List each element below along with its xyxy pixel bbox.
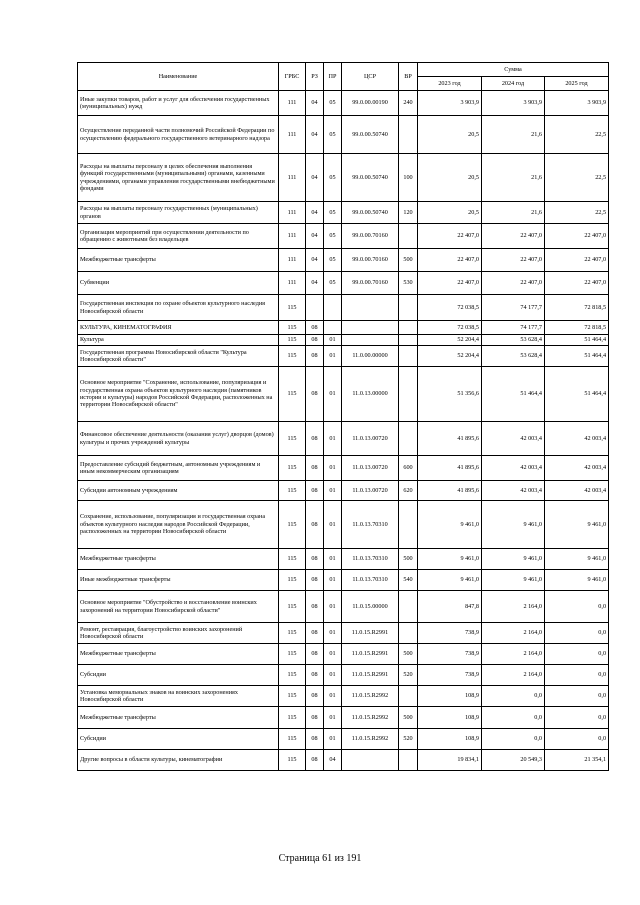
cell-2024: 22 407,0 <box>482 249 545 272</box>
cell-vr <box>399 750 418 771</box>
cell-2024: 42 003,4 <box>482 422 545 456</box>
table-row <box>78 154 609 202</box>
cell-rz: 04 <box>306 154 324 202</box>
cell-csr: 99.0.00.50740 <box>342 202 399 224</box>
table-body <box>78 91 609 771</box>
cell-2024: 3 903,9 <box>482 91 545 116</box>
cell-pr: 01 <box>324 367 342 422</box>
cell-grbs: 111 <box>279 272 306 295</box>
cell-grbs: 115 <box>279 750 306 771</box>
table-row <box>78 729 609 750</box>
cell-2023: 20,5 <box>418 116 482 154</box>
cell-vr: 240 <box>399 91 418 116</box>
table-row <box>78 367 609 422</box>
cell-name: Расходы на выплаты персоналу в целях обеспечения выполнения функций государственными (муниципальными) органами, казенными учреждениями, органами управления государственными внебюджетными фондами <box>78 154 279 202</box>
cell-grbs: 115 <box>279 729 306 750</box>
table-row <box>78 750 609 771</box>
cell-grbs: 115 <box>279 591 306 623</box>
cell-2025: 72 818,5 <box>545 295 609 321</box>
cell-2023: 22 407,0 <box>418 249 482 272</box>
cell-rz: 08 <box>306 346 324 367</box>
cell-name: Государственная программа Новосибирской области "Культура Новосибирской области" <box>78 346 279 367</box>
cell-name: Государственная инспекция по охране объектов культурного наследия Новосибирской области <box>78 295 279 321</box>
cell-csr: 99.0.00.70160 <box>342 272 399 295</box>
table-row <box>78 481 609 501</box>
cell-name: Предоставление субсидий бюджетным, автономным учреждениям и иным некоммерческим организациям <box>78 456 279 481</box>
cell-csr: 99.0.00.00190 <box>342 91 399 116</box>
cell-pr: 01 <box>324 346 342 367</box>
cell-rz: 08 <box>306 623 324 644</box>
cell-2024: 21,6 <box>482 202 545 224</box>
cell-csr <box>342 750 399 771</box>
cell-vr <box>399 367 418 422</box>
table-row <box>78 456 609 481</box>
cell-rz: 08 <box>306 750 324 771</box>
cell-csr: 11.0.13.70310 <box>342 570 399 591</box>
cell-rz: 08 <box>306 481 324 501</box>
cell-2024: 0,0 <box>482 729 545 750</box>
table-row <box>78 91 609 116</box>
cell-2024: 0,0 <box>482 686 545 707</box>
cell-grbs: 115 <box>279 570 306 591</box>
cell-2024: 9 461,0 <box>482 570 545 591</box>
table-row <box>78 272 609 295</box>
header-csr: ЦСР <box>342 63 399 91</box>
cell-pr: 01 <box>324 335 342 346</box>
cell-vr: 100 <box>399 154 418 202</box>
cell-grbs: 111 <box>279 202 306 224</box>
cell-csr: 11.0.00.00000 <box>342 346 399 367</box>
cell-grbs: 115 <box>279 335 306 346</box>
cell-name: Расходы на выплаты персоналу государственных (муниципальных) органов <box>78 202 279 224</box>
cell-csr: 11.0.15.00000 <box>342 591 399 623</box>
cell-2024: 53 628,4 <box>482 335 545 346</box>
cell-2023: 738,9 <box>418 623 482 644</box>
cell-rz: 08 <box>306 707 324 729</box>
cell-name: Межбюджетные трансферты <box>78 249 279 272</box>
cell-grbs: 115 <box>279 665 306 686</box>
cell-grbs: 115 <box>279 367 306 422</box>
cell-vr: 500 <box>399 549 418 570</box>
cell-csr: 99.0.00.50740 <box>342 116 399 154</box>
header-grbs: ГРБС <box>279 63 306 91</box>
cell-2025: 22,5 <box>545 202 609 224</box>
cell-rz: 08 <box>306 570 324 591</box>
cell-2025: 42 003,4 <box>545 456 609 481</box>
cell-grbs: 111 <box>279 91 306 116</box>
cell-2023: 847,8 <box>418 591 482 623</box>
cell-2023: 41 895,6 <box>418 456 482 481</box>
cell-2023: 3 903,9 <box>418 91 482 116</box>
cell-vr <box>399 686 418 707</box>
cell-grbs: 115 <box>279 644 306 665</box>
cell-grbs: 115 <box>279 481 306 501</box>
cell-vr <box>399 422 418 456</box>
cell-2025: 9 461,0 <box>545 501 609 549</box>
cell-csr: 11.0.15.R2992 <box>342 686 399 707</box>
cell-csr: 99.0.00.70160 <box>342 249 399 272</box>
cell-pr <box>324 321 342 335</box>
cell-name: Межбюджетные трансферты <box>78 549 279 570</box>
cell-2024: 74 177,7 <box>482 321 545 335</box>
cell-pr: 01 <box>324 591 342 623</box>
cell-2024: 9 461,0 <box>482 549 545 570</box>
cell-rz: 04 <box>306 272 324 295</box>
cell-pr: 05 <box>324 272 342 295</box>
cell-csr: 11.0.13.00720 <box>342 422 399 456</box>
cell-2023: 9 461,0 <box>418 570 482 591</box>
cell-vr: 120 <box>399 202 418 224</box>
cell-name: Осуществление переданной части полномочий Российской Федерации по осуществлению федерального государственного ветеринарного надзора <box>78 116 279 154</box>
cell-pr: 01 <box>324 481 342 501</box>
table-row <box>78 570 609 591</box>
cell-pr: 01 <box>324 729 342 750</box>
table-row <box>78 665 609 686</box>
cell-vr: 500 <box>399 644 418 665</box>
cell-grbs: 115 <box>279 707 306 729</box>
cell-2025: 22 407,0 <box>545 249 609 272</box>
cell-2023: 41 895,6 <box>418 422 482 456</box>
table-row <box>78 249 609 272</box>
cell-grbs: 115 <box>279 686 306 707</box>
cell-2025: 42 003,4 <box>545 481 609 501</box>
header-year-2025: 2025 год <box>545 77 609 91</box>
cell-2024: 0,0 <box>482 707 545 729</box>
cell-pr: 05 <box>324 202 342 224</box>
cell-2025: 0,0 <box>545 729 609 750</box>
cell-vr: 500 <box>399 707 418 729</box>
header-vr: ВР <box>399 63 418 91</box>
cell-vr <box>399 295 418 321</box>
cell-2025: 22 407,0 <box>545 272 609 295</box>
cell-2025: 22 407,0 <box>545 224 609 249</box>
cell-rz: 08 <box>306 549 324 570</box>
page-number: Страница 61 из 191 <box>278 853 362 864</box>
cell-rz <box>306 295 324 321</box>
cell-2024: 74 177,7 <box>482 295 545 321</box>
table-row <box>78 116 609 154</box>
cell-name: Субсидии <box>78 665 279 686</box>
cell-name: Иные межбюджетные трансферты <box>78 570 279 591</box>
cell-csr: 11.0.13.00000 <box>342 367 399 422</box>
cell-name: Финансовое обеспечение деятельности (оказания услуг) дворцов (домов) культуры и прочих учреждений культуры <box>78 422 279 456</box>
cell-pr: 05 <box>324 224 342 249</box>
header-year-2024: 2024 год <box>482 77 545 91</box>
table-row <box>78 295 609 321</box>
cell-grbs: 111 <box>279 154 306 202</box>
cell-rz: 04 <box>306 224 324 249</box>
cell-csr: 11.0.15.R2991 <box>342 665 399 686</box>
cell-2023: 22 407,0 <box>418 272 482 295</box>
cell-2025: 21 354,1 <box>545 750 609 771</box>
cell-pr: 04 <box>324 750 342 771</box>
cell-rz: 08 <box>306 501 324 549</box>
cell-vr <box>399 591 418 623</box>
cell-vr <box>399 321 418 335</box>
cell-2024: 21,6 <box>482 116 545 154</box>
cell-rz: 08 <box>306 422 324 456</box>
cell-csr: 11.0.13.00720 <box>342 481 399 501</box>
table-row <box>78 224 609 249</box>
cell-name: Основное мероприятие "Сохранение, использование, популяризация и государственная охрана объектов культурного наследия (памятников истории и культуры) народов Российской Федерации, расположенных на территории Новосибирской области" <box>78 367 279 422</box>
cell-rz: 08 <box>306 686 324 707</box>
cell-2023: 738,9 <box>418 644 482 665</box>
cell-2025: 0,0 <box>545 644 609 665</box>
cell-vr: 520 <box>399 665 418 686</box>
cell-vr <box>399 501 418 549</box>
cell-2025: 9 461,0 <box>545 570 609 591</box>
cell-grbs: 115 <box>279 456 306 481</box>
cell-grbs: 115 <box>279 295 306 321</box>
cell-2023: 72 038,5 <box>418 321 482 335</box>
cell-2023: 108,9 <box>418 707 482 729</box>
cell-2023: 22 407,0 <box>418 224 482 249</box>
cell-2025: 42 003,4 <box>545 422 609 456</box>
cell-2025: 22,5 <box>545 154 609 202</box>
cell-name: Субсидии автономным учреждениям <box>78 481 279 501</box>
cell-grbs: 111 <box>279 116 306 154</box>
cell-name: Организация мероприятий при осуществлении деятельности по обращению с животными без владельцев <box>78 224 279 249</box>
cell-rz: 04 <box>306 202 324 224</box>
cell-rz: 08 <box>306 591 324 623</box>
cell-pr: 01 <box>324 665 342 686</box>
cell-csr <box>342 295 399 321</box>
cell-rz: 08 <box>306 367 324 422</box>
cell-name: Субвенции <box>78 272 279 295</box>
cell-grbs: 111 <box>279 224 306 249</box>
cell-2024: 20 549,3 <box>482 750 545 771</box>
cell-rz: 08 <box>306 335 324 346</box>
header-name: Наименование <box>78 63 279 91</box>
cell-pr: 01 <box>324 549 342 570</box>
cell-pr: 01 <box>324 570 342 591</box>
cell-csr: 11.0.15.R2991 <box>342 644 399 665</box>
budget-table <box>77 62 609 771</box>
cell-pr: 05 <box>324 116 342 154</box>
cell-name: Иные закупки товаров, работ и услуг для обеспечения государственных (муниципальных) нужд <box>78 91 279 116</box>
table-row <box>78 591 609 623</box>
cell-2023: 738,9 <box>418 665 482 686</box>
cell-2024: 2 164,0 <box>482 591 545 623</box>
cell-vr <box>399 116 418 154</box>
cell-csr: 11.0.15.R2992 <box>342 707 399 729</box>
cell-2025: 51 464,4 <box>545 335 609 346</box>
cell-rz: 04 <box>306 116 324 154</box>
cell-2023: 20,5 <box>418 202 482 224</box>
cell-2023: 52 204,4 <box>418 346 482 367</box>
cell-pr <box>324 295 342 321</box>
cell-2023: 108,9 <box>418 729 482 750</box>
cell-name: Культура <box>78 335 279 346</box>
cell-rz: 08 <box>306 729 324 750</box>
cell-2025: 9 461,0 <box>545 549 609 570</box>
cell-2024: 9 461,0 <box>482 501 545 549</box>
cell-2025: 3 903,9 <box>545 91 609 116</box>
cell-csr: 11.0.13.00720 <box>342 456 399 481</box>
cell-vr <box>399 346 418 367</box>
table-row <box>78 549 609 570</box>
cell-grbs: 115 <box>279 321 306 335</box>
cell-2025: 0,0 <box>545 623 609 644</box>
cell-2023: 20,5 <box>418 154 482 202</box>
cell-2023: 9 461,0 <box>418 501 482 549</box>
cell-rz: 08 <box>306 456 324 481</box>
table-row <box>78 501 609 549</box>
cell-vr: 520 <box>399 729 418 750</box>
table-row <box>78 644 609 665</box>
cell-csr: 11.0.15.R2991 <box>342 623 399 644</box>
cell-grbs: 115 <box>279 549 306 570</box>
cell-2025: 0,0 <box>545 591 609 623</box>
cell-2024: 51 464,4 <box>482 367 545 422</box>
cell-grbs: 115 <box>279 422 306 456</box>
table-row <box>78 335 609 346</box>
cell-csr: 99.0.00.70160 <box>342 224 399 249</box>
cell-vr <box>399 623 418 644</box>
cell-csr: 99.0.00.50740 <box>342 154 399 202</box>
cell-name: КУЛЬТУРА, КИНЕМАТОГРАФИЯ <box>78 321 279 335</box>
cell-name: Субсидии <box>78 729 279 750</box>
cell-vr: 600 <box>399 456 418 481</box>
cell-2023: 51 356,6 <box>418 367 482 422</box>
cell-2024: 2 164,0 <box>482 644 545 665</box>
cell-2025: 51 464,4 <box>545 346 609 367</box>
cell-2023: 72 038,5 <box>418 295 482 321</box>
cell-2024: 2 164,0 <box>482 665 545 686</box>
table-row <box>78 321 609 335</box>
cell-name: Другие вопросы в области культуры, кинематографии <box>78 750 279 771</box>
cell-pr: 05 <box>324 154 342 202</box>
table-row <box>78 422 609 456</box>
cell-pr: 01 <box>324 644 342 665</box>
cell-2023: 9 461,0 <box>418 549 482 570</box>
cell-name: Межбюджетные трансферты <box>78 644 279 665</box>
cell-rz: 08 <box>306 321 324 335</box>
cell-2024: 42 003,4 <box>482 481 545 501</box>
cell-2023: 19 834,1 <box>418 750 482 771</box>
cell-2023: 41 895,6 <box>418 481 482 501</box>
cell-name: Основное мероприятие "Обустройство и восстановление воинских захоронений на территории Новосибирской области" <box>78 591 279 623</box>
cell-2025: 0,0 <box>545 665 609 686</box>
cell-csr <box>342 321 399 335</box>
cell-pr: 01 <box>324 623 342 644</box>
cell-name: Ремонт, реставрация, благоустройство воинских захоронений Новосибирской области <box>78 623 279 644</box>
cell-2024: 53 628,4 <box>482 346 545 367</box>
cell-name: Межбюджетные трансферты <box>78 707 279 729</box>
cell-2025: 72 818,5 <box>545 321 609 335</box>
cell-pr: 01 <box>324 501 342 549</box>
cell-name: Сохранение, использование, популяризация и государственная охрана объектов культурного наследия народов Российской Федерации, расположенных на территории Новосибирской области <box>78 501 279 549</box>
header-rz: РЗ <box>306 63 324 91</box>
cell-pr: 05 <box>324 249 342 272</box>
cell-2025: 22,5 <box>545 116 609 154</box>
cell-vr <box>399 224 418 249</box>
cell-2024: 42 003,4 <box>482 456 545 481</box>
cell-2023: 52 204,4 <box>418 335 482 346</box>
cell-grbs: 111 <box>279 249 306 272</box>
cell-grbs: 115 <box>279 501 306 549</box>
cell-vr: 620 <box>399 481 418 501</box>
cell-2025: 51 464,4 <box>545 367 609 422</box>
cell-csr: 11.0.15.R2992 <box>342 729 399 750</box>
cell-csr: 11.0.13.70310 <box>342 549 399 570</box>
header-pr: ПР <box>324 63 342 91</box>
table-row <box>78 686 609 707</box>
cell-pr: 05 <box>324 91 342 116</box>
cell-pr: 01 <box>324 707 342 729</box>
cell-rz: 04 <box>306 249 324 272</box>
cell-rz: 08 <box>306 665 324 686</box>
table-row <box>78 623 609 644</box>
cell-2024: 2 164,0 <box>482 623 545 644</box>
cell-2024: 22 407,0 <box>482 224 545 249</box>
cell-2025: 0,0 <box>545 686 609 707</box>
cell-vr: 530 <box>399 272 418 295</box>
cell-pr: 01 <box>324 422 342 456</box>
header-year-2023: 2023 год <box>418 77 482 91</box>
cell-vr: 500 <box>399 249 418 272</box>
cell-grbs: 115 <box>279 346 306 367</box>
cell-rz: 04 <box>306 91 324 116</box>
header-sum: Сумма <box>418 63 609 77</box>
cell-csr: 11.0.13.70310 <box>342 501 399 549</box>
cell-2024: 21,6 <box>482 154 545 202</box>
cell-pr: 01 <box>324 456 342 481</box>
cell-csr <box>342 335 399 346</box>
cell-pr: 01 <box>324 686 342 707</box>
cell-vr <box>399 335 418 346</box>
cell-vr: 540 <box>399 570 418 591</box>
cell-2024: 22 407,0 <box>482 272 545 295</box>
cell-2023: 108,9 <box>418 686 482 707</box>
cell-2025: 0,0 <box>545 707 609 729</box>
table-row <box>78 346 609 367</box>
cell-rz: 08 <box>306 644 324 665</box>
table-row <box>78 707 609 729</box>
cell-name: Установка мемориальных знаков на воинских захоронениях Новосибирской области <box>78 686 279 707</box>
table-row <box>78 202 609 224</box>
cell-grbs: 115 <box>279 623 306 644</box>
